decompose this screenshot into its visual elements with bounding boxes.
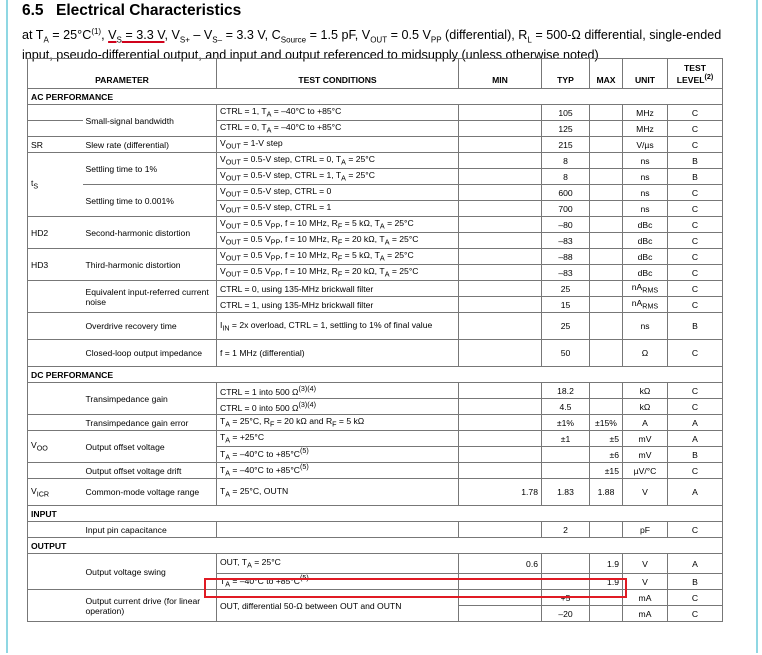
table-row: HD2 Second-harmonic distortion $V_{OUT} = 0.5$ $V_{PP}$, f = 10 MHz, $R_F = 5$ kΩ, $T_A = 25^\circ C$ –80 dBc C — [28, 217, 723, 233]
section-title — [22, 2, 742, 20]
table-row: $t_S$ Settling time to 1% $V_{OUT} = 0.5-V$ step, CTRL = 0, $T_A = 25^\circ C$ 8 ns B — [28, 153, 723, 169]
table-row: $T_A = -40^\circ C$ to $+85^\circ C^{(5)}$ ±6 mV B — [28, 447, 723, 463]
conditions-text: at $T_A = 25^\circ C^{(1)}$, $V_S = 3.3$ V, $V_{S+} - V_{S-} = 3.3$ V, $C_{Source} = 1.5$ pF, $V_{OUT} = 0.5$ $V_{PP}$ (differential), $R_L = 500-\Omega$ differential, single-ended input, pseudo-differential output, and input and output referenced to midsupply (unless otherwise noted) — [22, 27, 722, 62]
electrical-characteristics-table — [27, 58, 723, 622]
table-row: CTRL = 0 into 500 $\Omega^{(3)(4)}$ 4.5 kΩ C — [28, 399, 723, 415]
table-row: Transimpedance gain CTRL = 1 into 500 $\Omega^{(3)(4)}$ 18.2 kΩ C — [28, 383, 723, 399]
table-row: SR Slew rate (differential) $V_{OUT} = 1-V$ step 215 V/µs C — [28, 137, 723, 153]
table-row: Small-signal bandwidth CTRL = 1, $T_A = -40^\circ C$ to +85°C 105 MHz C — [28, 105, 723, 121]
section-row-dc: DC PERFORMANCE — [28, 367, 723, 383]
table-row: $V_{ICR}$ Common-mode voltage range $T_A = 25^\circ C$, OUTN 1.78 1.83 1.88 V A — [28, 479, 723, 506]
table-row: Output voltage swing OUT, $T_A = 25^\circ C$ 0.6 1.9 V A — [28, 554, 723, 574]
header-row — [28, 59, 723, 89]
highlight-box — [204, 578, 627, 598]
table-row: $T_A = -40^\circ C$ to $+85^\circ C^{(5)}$ 1.9 V B — [28, 574, 723, 590]
section-row-input: INPUT — [28, 506, 723, 522]
section-header — [22, 2, 742, 63]
table-row: $V_{OUT} = 0.5$ $V_{PP}$, f = 10 MHz, $R_F = 20$ kΩ, $T_A = 25^\circ C$ –83 dBc C — [28, 233, 723, 249]
table-row: –20 mA C — [28, 606, 723, 622]
table-row: CTRL = 1, using 135-MHz brickwall filter 15 $nA_{RMS}$ C — [28, 297, 723, 313]
section-row-output: OUTPUT — [28, 538, 723, 554]
header-max: MAX — [590, 59, 623, 89]
table-row: Output current drive (for linear operation) OUT, differential 50-Ω between OUT and OUTN +5 mA C — [28, 590, 723, 606]
table-row: Input pin capacitance 2 pF C — [28, 522, 723, 538]
header-unit: UNIT — [623, 59, 668, 89]
section-row-ac: AC PERFORMANCE — [28, 89, 723, 105]
table-row: $V_{OUT} = 0.5-V$ step, CTRL = 1 700 ns C — [28, 201, 723, 217]
table-row: CTRL = 0, $T_A = -40^\circ C$ to +85°C 125 MHz C — [28, 121, 723, 137]
table-row: $V_{OO}$ Output offset voltage $T_A = +25^\circ C$ ±1 ±5 mV A — [28, 431, 723, 447]
table-row: HD3 Third-harmonic distortion $V_{OUT} = 0.5$ $V_{PP}$, f = 10 MHz, $R_F = 5$ kΩ, $T_A = 25^\circ C$ –88 dBc C — [28, 249, 723, 265]
header-test-level: TEST LEVEL$^{(2)}$ — [668, 59, 723, 89]
table-row: Overdrive recovery time $I_{IN} = 2x$ overload, CTRL = 1, settling to 1% of final value 25 ns B — [28, 313, 723, 340]
table-row: $V_{OUT} = 0.5$ $V_{PP}$, f = 10 MHz, $R_F = 20$ kΩ, $T_A = 25^\circ C$ –83 dBc C — [28, 265, 723, 281]
table-row: Closed-loop output impedance f = 1 MHz (differential) 50 Ω C — [28, 340, 723, 367]
table-row: Output offset voltage drift $T_A = -40^\circ C$ to $+85^\circ C^{(5)}$ ±15 µV/°C C — [28, 463, 723, 479]
table-row: Settling time to 0.001% $V_{OUT} = 0.5-V$ step, CTRL = 0 600 ns C — [28, 185, 723, 201]
section-title-text: Electrical Characteristics — [56, 2, 242, 19]
table-row: Transimpedance gain error $T_A = 25^\circ C$, $R_F = 20$ kΩ and $R_F = 5$ kΩ ±1% ±15% A A — [28, 415, 723, 431]
header-parameter: PARAMETER — [28, 59, 217, 89]
table-row: $V_{OUT} = 0.5-V$ step, CTRL = 1, $T_A = 25^\circ C$ 8 ns B — [28, 169, 723, 185]
vs-highlight: $V_S = 3.3$ V — [108, 28, 165, 45]
section-number: 6.5 — [22, 2, 44, 19]
header-min: MIN — [459, 59, 542, 89]
table-row: Equivalent input-referred current noise CTRL = 0, using 135-MHz brickwall filter 25 $nA_{RMS}$ C — [28, 281, 723, 297]
header-typ: TYP — [542, 59, 590, 89]
header-test-conditions: TEST CONDITIONS — [217, 59, 459, 89]
